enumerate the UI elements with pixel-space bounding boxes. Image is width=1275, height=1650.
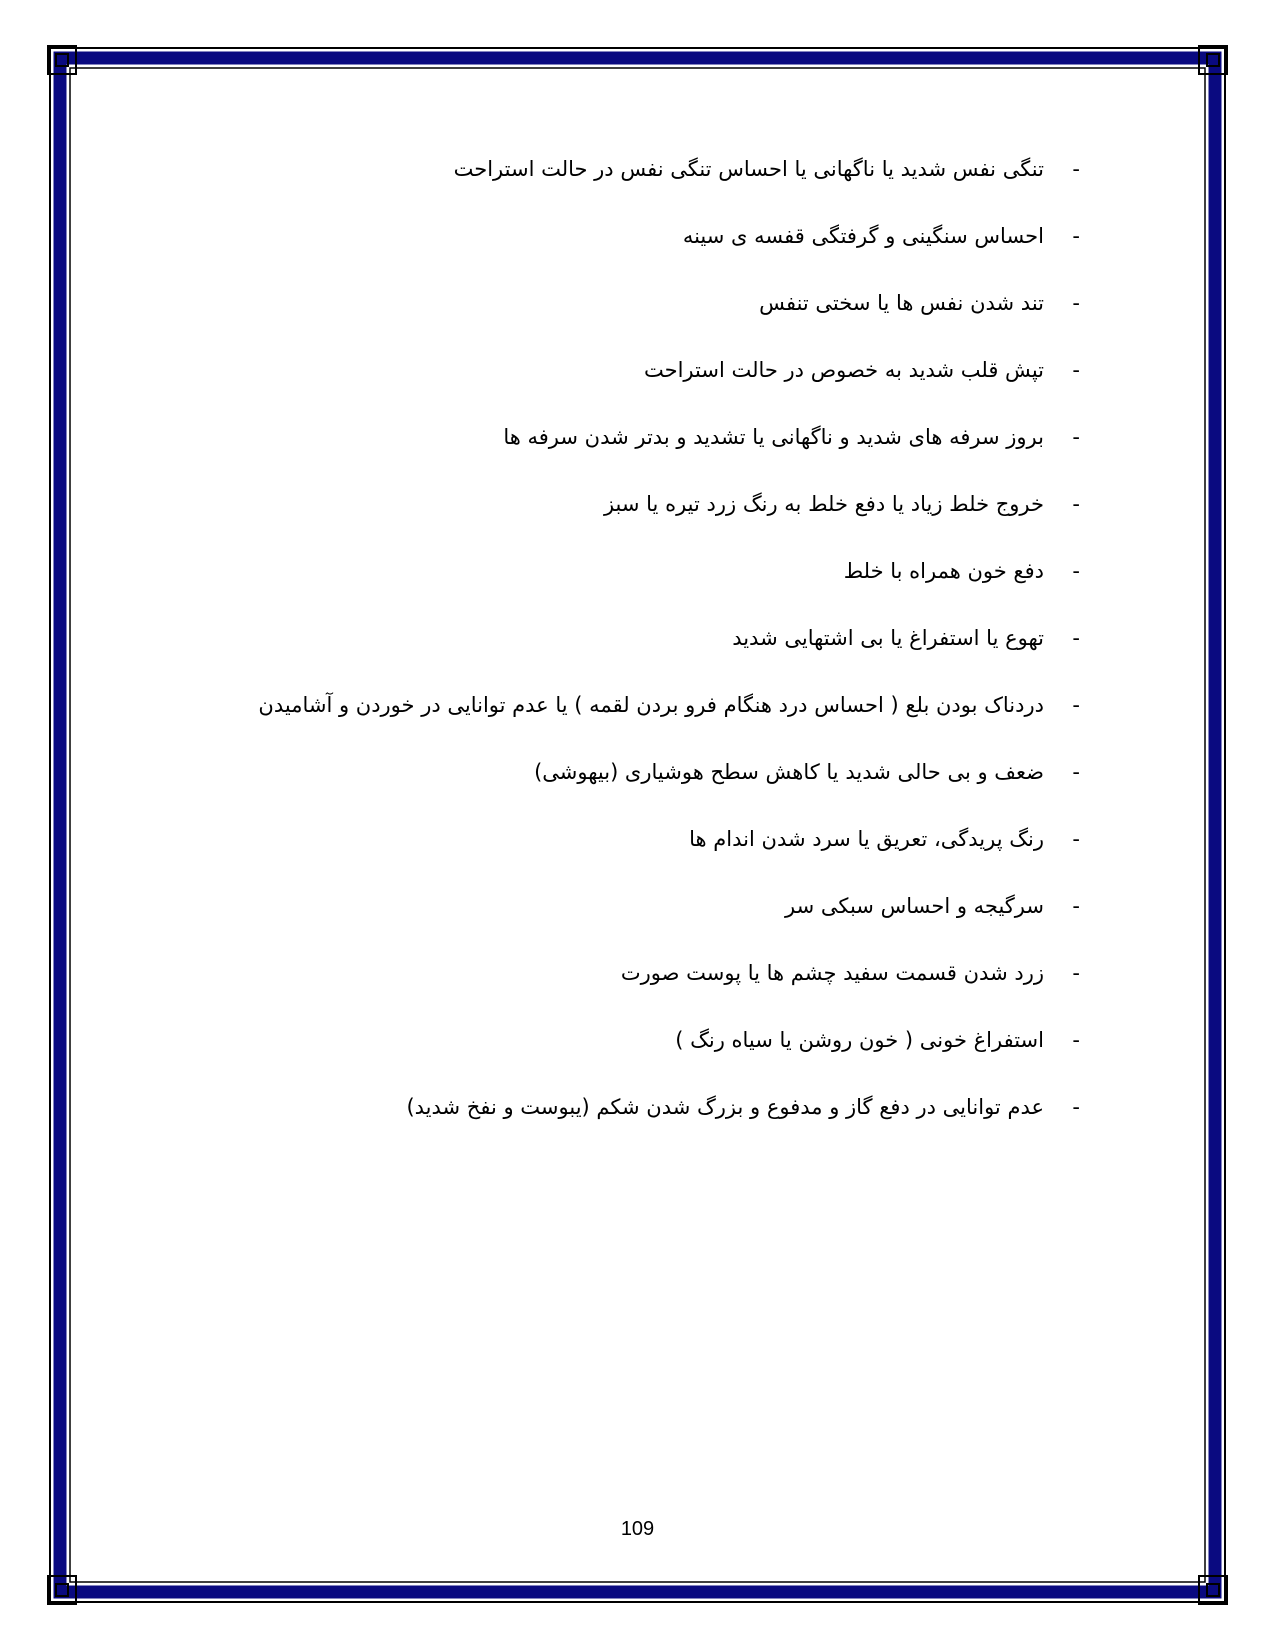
list-item-text: تپش قلب شدید به خصوص در حالت استراحت (644, 358, 1044, 382)
bullet-dash: - (1072, 827, 1080, 851)
bullet-dash: - (1072, 1028, 1080, 1052)
list-item (260, 739, 1080, 806)
list-item (260, 672, 1080, 739)
list-item (260, 404, 1080, 471)
list-item (260, 605, 1080, 672)
list-item-text: تهوع یا استفراغ یا بی اشتهایی شدید (732, 626, 1044, 650)
bullet-list (260, 136, 1080, 1141)
list-item (260, 806, 1080, 873)
list-item (260, 1074, 1080, 1141)
bullet-dash: - (1072, 693, 1080, 717)
bullet-dash: - (1072, 559, 1080, 583)
list-item (260, 1007, 1080, 1074)
bullet-dash: - (1072, 961, 1080, 985)
list-item (260, 538, 1080, 605)
list-item-text: زرد شدن قسمت سفید چشم ها یا پوست صورت (620, 961, 1044, 985)
list-item-text: بروز سرفه های شدید و ناگهانی یا تشدید و بدتر شدن سرفه ها (503, 425, 1044, 449)
list-item (260, 337, 1080, 404)
list-item-text: سرگیجه و احساس سبکی سر (785, 894, 1044, 918)
list-item-text: خروج خلط زیاد یا دفع خلط به رنگ زرد تیره یا سبز (603, 492, 1044, 516)
list-item-text: رنگ پریدگی، تعریق یا سرد شدن اندام ها (689, 827, 1044, 851)
bullet-dash: - (1072, 1095, 1080, 1119)
bullet-dash: - (1072, 894, 1080, 918)
list-item (260, 940, 1080, 1007)
list-item-text: تند شدن نفس ها یا سختی تنفس (759, 291, 1044, 315)
list-item (260, 873, 1080, 940)
bullet-dash: - (1072, 492, 1080, 516)
bullet-dash: - (1072, 224, 1080, 248)
list-item (260, 270, 1080, 337)
bullet-dash: - (1072, 358, 1080, 382)
bullet-dash: - (1072, 760, 1080, 784)
main-content (260, 136, 1080, 1141)
bullet-dash: - (1072, 291, 1080, 315)
list-item-text: استفراغ خونی ( خون روشن یا سیاه رنگ ) (675, 1028, 1044, 1052)
bullet-dash: - (1072, 157, 1080, 181)
page-number: 109 (620, 1518, 655, 1540)
list-item-text: دفع خون همراه با خلط (843, 559, 1044, 583)
list-item (260, 136, 1080, 203)
list-item (260, 203, 1080, 270)
list-item-text: دردناک بودن بلع ( احساس درد هنگام فرو بردن لقمه ) یا عدم توانایی در خوردن و آشامیدن (258, 693, 1044, 717)
list-item-text: احساس سنگینی و گرفتگی قفسه ی سینه (682, 224, 1044, 248)
list-item (260, 471, 1080, 538)
bullet-dash: - (1072, 626, 1080, 650)
list-item-text: ضعف و بی حالی شدید یا کاهش سطح هوشیاری (بیهوشی) (534, 760, 1044, 784)
list-item-text: تنگی نفس شدید یا ناگهانی یا احساس تنگی نفس در حالت استراحت (453, 157, 1044, 181)
bullet-dash: - (1072, 425, 1080, 449)
list-item-text: عدم توانایی در دفع گاز و مدفوع و بزرگ شدن شکم (یبوست و نفخ شدید) (406, 1095, 1044, 1119)
